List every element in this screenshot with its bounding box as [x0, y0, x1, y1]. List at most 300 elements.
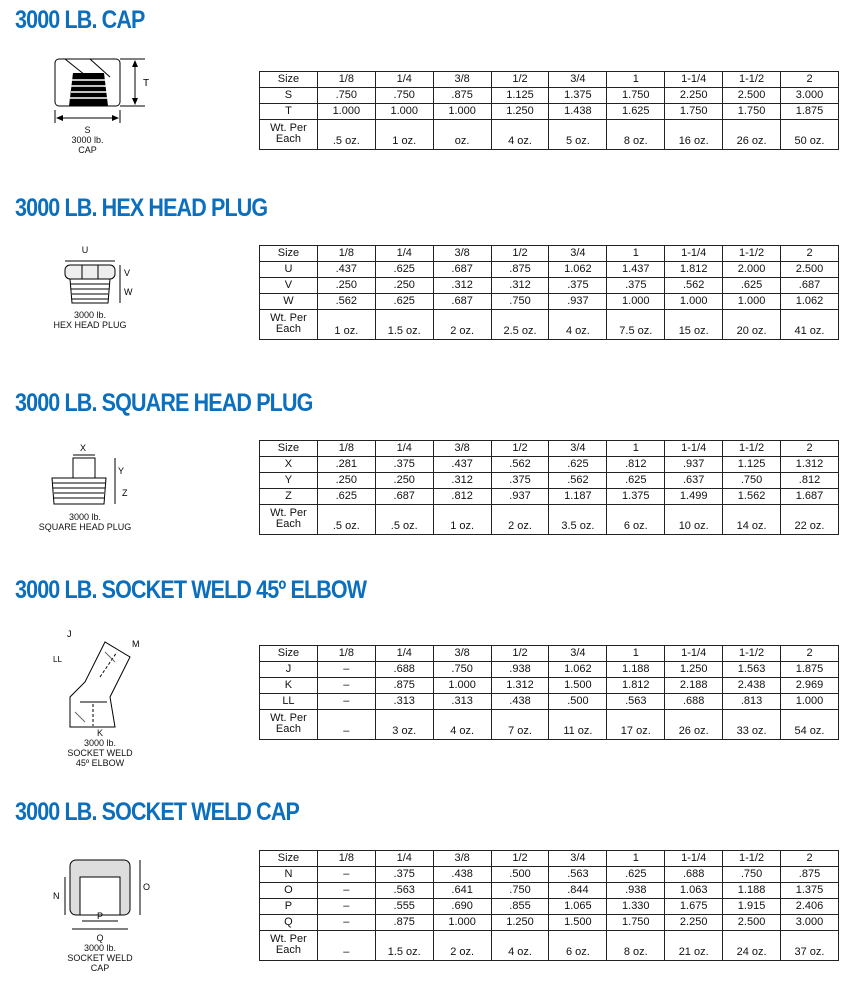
table-header-row [260, 246, 839, 262]
weight-label-line: Each [275, 723, 301, 735]
dimension-value-cell: 1.063 [665, 883, 723, 899]
size-header-cell: Size [260, 851, 318, 867]
dimension-value-cell: .750 [433, 662, 491, 678]
size-column-header: 1-1/2 [723, 646, 781, 662]
table-row [260, 662, 839, 678]
table-row [260, 883, 839, 899]
dimension-value-cell: 1.812 [607, 678, 665, 694]
dimension-label-j: J [67, 629, 72, 639]
size-column-header: 1/4 [375, 441, 433, 457]
table-row [260, 915, 839, 931]
dimension-value-cell: .687 [375, 489, 433, 505]
dimension-value-cell: 1.062 [549, 662, 607, 678]
dimension-value-cell: .375 [607, 278, 665, 294]
weight-value-cell: 8 oz. [607, 931, 665, 961]
weight-value-cell: oz. [433, 120, 491, 150]
dimension-value-cell: .937 [549, 294, 607, 310]
weight-value-cell: 17 oz. [607, 710, 665, 740]
dimension-value-cell: 2.250 [665, 915, 723, 931]
diagram-caption-line: 45º ELBOW [75, 758, 125, 768]
dimension-value-cell: .437 [317, 262, 375, 278]
diagram-caption-line: 3000 lb. [73, 310, 107, 320]
socket-cap-drawing-icon [45, 855, 155, 935]
dimension-row-label: J [260, 662, 318, 678]
table-row [260, 278, 839, 294]
dimension-value-cell: .625 [375, 262, 433, 278]
dimension-value-cell: 1.330 [607, 899, 665, 915]
weight-value-cell: 2.5 oz. [491, 310, 549, 340]
weight-value-cell: 1 oz. [433, 505, 491, 535]
dimension-value-cell: 1.875 [781, 662, 839, 678]
size-column-header: 1/8 [317, 246, 375, 262]
dimension-row-label: X [260, 457, 318, 473]
dimension-value-cell: .375 [549, 278, 607, 294]
weight-label-line: Wt. Per [270, 312, 307, 324]
dimension-value-cell: .555 [375, 899, 433, 915]
size-column-header: 2 [781, 851, 839, 867]
hex-plug-drawing-icon [40, 255, 140, 310]
dimension-value-cell: 1.563 [723, 662, 781, 678]
dimension-label-o: O [143, 882, 151, 892]
dimension-value-cell: 1.438 [549, 104, 607, 120]
dimension-label-t: T [143, 78, 150, 89]
dimension-value-cell: 1.625 [607, 104, 665, 120]
dimension-value-cell: .563 [607, 694, 665, 710]
table-row [260, 262, 839, 278]
table-row [260, 867, 839, 883]
dimension-value-cell: .812 [607, 457, 665, 473]
dimension-value-cell: .625 [375, 294, 433, 310]
size-column-header: 1 [607, 646, 665, 662]
dimension-value-cell: .875 [375, 915, 433, 931]
dimension-value-cell: .312 [433, 278, 491, 294]
weight-row-label [260, 310, 318, 340]
dimension-value-cell: 1.375 [607, 489, 665, 505]
dimension-value-cell: .281 [317, 457, 375, 473]
weight-row-label [260, 120, 318, 150]
dimension-value-cell: .625 [723, 278, 781, 294]
cap-diagram [45, 55, 155, 155]
size-column-header: 2 [781, 246, 839, 262]
diagram-caption-line: SQUARE HEAD PLUG [38, 522, 132, 532]
table-row [260, 694, 839, 710]
size-column-header: 3/8 [433, 646, 491, 662]
weight-value-cell: 15 oz. [665, 310, 723, 340]
dimension-label-v: V [124, 268, 131, 278]
weight-value-cell: 16 oz. [665, 120, 723, 150]
dimension-row-label: Q [260, 915, 318, 931]
weight-value-cell: 54 oz. [781, 710, 839, 740]
dimension-value-cell: .375 [375, 457, 433, 473]
weight-value-cell: 20 oz. [723, 310, 781, 340]
table-row [260, 678, 839, 694]
dimension-value-cell: .812 [433, 489, 491, 505]
socket-weld-cap-diagram [45, 855, 155, 973]
dimension-value-cell: 1.000 [433, 678, 491, 694]
weight-row [260, 310, 839, 340]
dimension-label-w: W [124, 287, 133, 297]
dimension-value-cell: .937 [665, 457, 723, 473]
dimension-value-cell: .687 [433, 262, 491, 278]
size-column-header: 1/2 [491, 441, 549, 457]
dimension-value-cell: .437 [433, 457, 491, 473]
dimension-value-cell: 1.437 [607, 262, 665, 278]
dimension-value-cell: 1.125 [723, 457, 781, 473]
weight-value-cell: 4 oz. [433, 710, 491, 740]
size-column-header: 2 [781, 441, 839, 457]
size-column-header: 2 [781, 72, 839, 88]
dimension-value-cell: 2.500 [723, 915, 781, 931]
size-column-header: 3/4 [549, 851, 607, 867]
size-column-header: 1-1/2 [723, 246, 781, 262]
weight-label-line: Wt. Per [270, 712, 307, 724]
dimension-value-cell: .250 [317, 473, 375, 489]
dimension-label-y: Y [118, 466, 125, 476]
weight-value-cell: 14 oz. [723, 505, 781, 535]
dimension-value-cell: 1.187 [549, 489, 607, 505]
size-column-header: 1/4 [375, 851, 433, 867]
dimension-value-cell: .625 [317, 489, 375, 505]
size-column-header: 1-1/4 [665, 646, 723, 662]
dimension-row-label: T [260, 104, 318, 120]
dimension-value-cell: 2.438 [723, 678, 781, 694]
size-column-header: 3/4 [549, 72, 607, 88]
weight-value-cell: 33 oz. [723, 710, 781, 740]
dimension-value-cell: .688 [375, 662, 433, 678]
dimension-label-q: Q [96, 933, 104, 943]
weight-value-cell: 1.5 oz. [375, 310, 433, 340]
dimension-value-cell: .637 [665, 473, 723, 489]
weight-value-cell: 7.5 oz. [607, 310, 665, 340]
weight-row [260, 505, 839, 535]
weight-value-cell: 4 oz. [491, 931, 549, 961]
dimension-value-cell: 2.406 [781, 899, 839, 915]
diagram-caption-line: SOCKET WELD [67, 953, 133, 963]
dimension-value-cell: 3.000 [781, 88, 839, 104]
dimension-value-cell: .312 [491, 278, 549, 294]
weight-value-cell: 37 oz. [781, 931, 839, 961]
diagram-caption-line: HEX HEAD PLUG [53, 320, 127, 330]
size-column-header: 1/4 [375, 646, 433, 662]
table-header-row [260, 441, 839, 457]
size-column-header: 1/8 [317, 441, 375, 457]
dimension-value-cell: 1.000 [317, 104, 375, 120]
weight-value-cell: 26 oz. [665, 710, 723, 740]
dimension-value-cell: .938 [607, 883, 665, 899]
size-column-header: 1/4 [375, 246, 433, 262]
dimension-value-cell: 1.675 [665, 899, 723, 915]
dimension-value-cell: .855 [491, 899, 549, 915]
dimension-value-cell: 1.375 [549, 88, 607, 104]
hex-head-plug-diagram [40, 245, 140, 330]
table-row [260, 457, 839, 473]
cap-spec-table [259, 71, 839, 150]
weight-value-cell: – [317, 710, 375, 740]
dimension-value-cell: 2.500 [781, 262, 839, 278]
size-column-header: 1-1/2 [723, 441, 781, 457]
weight-value-cell: 1 oz. [375, 120, 433, 150]
size-column-header: 3/8 [433, 72, 491, 88]
dimension-value-cell: .375 [375, 867, 433, 883]
dimension-value-cell: 2.188 [665, 678, 723, 694]
diagram-caption-line: CAP [90, 963, 110, 973]
weight-row-label [260, 710, 318, 740]
diagram-caption-line: SOCKET WELD [67, 748, 133, 758]
dimension-value-cell: 1.000 [665, 294, 723, 310]
dimension-value-cell: 1.000 [433, 104, 491, 120]
diagram-caption-line: 3000 lb. [83, 738, 117, 748]
dimension-value-cell: .562 [549, 473, 607, 489]
section-title-hex-head-plug: 3000 LB. HEX HEAD PLUG [15, 194, 268, 222]
dimension-value-cell: .250 [375, 473, 433, 489]
dimension-value-cell: .625 [607, 867, 665, 883]
dimension-value-cell: – [317, 867, 375, 883]
hex-head-plug-spec-table [259, 245, 839, 340]
size-column-header: 3/8 [433, 246, 491, 262]
dimension-value-cell: – [317, 694, 375, 710]
dimension-value-cell: 1.499 [665, 489, 723, 505]
dimension-label-u: U [81, 245, 89, 255]
weight-value-cell: 6 oz. [607, 505, 665, 535]
dimension-value-cell: .687 [781, 278, 839, 294]
size-column-header: 1-1/4 [665, 72, 723, 88]
weight-row-label [260, 931, 318, 961]
weight-value-cell: 3.5 oz. [549, 505, 607, 535]
square-head-plug-spec-table [259, 440, 839, 535]
dimension-row-label: V [260, 278, 318, 294]
dimension-value-cell: .562 [317, 294, 375, 310]
size-column-header: 1 [607, 246, 665, 262]
dimension-value-cell: .563 [549, 867, 607, 883]
size-header-cell: Size [260, 72, 318, 88]
dimension-value-cell: 1.062 [781, 294, 839, 310]
dimension-label-m: M [132, 639, 140, 649]
table-row [260, 88, 839, 104]
dimension-value-cell: .875 [375, 678, 433, 694]
dimension-label-z: Z [122, 488, 128, 498]
dimension-value-cell: .750 [317, 88, 375, 104]
size-header-cell: Size [260, 646, 318, 662]
size-column-header: 3/4 [549, 646, 607, 662]
dimension-value-cell: .688 [665, 694, 723, 710]
size-column-header: 1 [607, 72, 665, 88]
weight-value-cell: 21 oz. [665, 931, 723, 961]
dimension-value-cell: .812 [781, 473, 839, 489]
dimension-label-p: P [97, 911, 104, 921]
dimension-value-cell: .562 [491, 457, 549, 473]
weight-label-line: Wt. Per [270, 507, 307, 519]
dimension-value-cell: .563 [375, 883, 433, 899]
size-column-header: 3/4 [549, 246, 607, 262]
dimension-value-cell: 1.812 [665, 262, 723, 278]
weight-value-cell: 50 oz. [781, 120, 839, 150]
dimension-value-cell: .375 [491, 473, 549, 489]
size-column-header: 1 [607, 441, 665, 457]
table-header-row [260, 851, 839, 867]
dimension-value-cell: 1.687 [781, 489, 839, 505]
dimension-value-cell: .312 [433, 473, 491, 489]
weight-value-cell: .5 oz. [317, 505, 375, 535]
weight-value-cell: 24 oz. [723, 931, 781, 961]
dimension-label-k: K [96, 728, 103, 738]
cap-drawing-icon [45, 55, 155, 125]
dimension-row-label: S [260, 88, 318, 104]
dimension-value-cell: .562 [665, 278, 723, 294]
dimension-value-cell: .687 [433, 294, 491, 310]
size-column-header: 3/8 [433, 851, 491, 867]
dimension-value-cell: .500 [491, 867, 549, 883]
dimension-value-cell: 1.000 [433, 915, 491, 931]
square-head-plug-diagram [30, 442, 140, 532]
weight-value-cell: .5 oz. [375, 505, 433, 535]
weight-row [260, 120, 839, 150]
weight-row [260, 710, 839, 740]
table-header-row [260, 72, 839, 88]
weight-value-cell: 8 oz. [607, 120, 665, 150]
dimension-value-cell: 2.969 [781, 678, 839, 694]
dimension-value-cell: – [317, 662, 375, 678]
weight-value-cell: 11 oz. [549, 710, 607, 740]
dimension-value-cell: 1.750 [665, 104, 723, 120]
dimension-value-cell: 1.125 [491, 88, 549, 104]
size-column-header: 1/8 [317, 646, 375, 662]
section-title-socket-weld-45-elbow: 3000 LB. SOCKET WELD 45º ELBOW [15, 576, 367, 604]
weight-label-line: Wt. Per [270, 122, 307, 134]
dimension-value-cell: 1.562 [723, 489, 781, 505]
weight-value-cell: 22 oz. [781, 505, 839, 535]
weight-value-cell: 7 oz. [491, 710, 549, 740]
dimension-value-cell: .750 [491, 883, 549, 899]
size-column-header: 3/8 [433, 441, 491, 457]
diagram-caption-line: 3000 lb. [71, 135, 104, 145]
dimension-row-label: Y [260, 473, 318, 489]
dimension-value-cell: 1.500 [549, 915, 607, 931]
table-row [260, 104, 839, 120]
size-column-header: 1/4 [375, 72, 433, 88]
dimension-value-cell: 1.065 [549, 899, 607, 915]
weight-value-cell: 4 oz. [491, 120, 549, 150]
size-column-header: 1/2 [491, 72, 549, 88]
size-column-header: 1 [607, 851, 665, 867]
weight-label-line: Wt. Per [270, 933, 307, 945]
socket-weld-elbow-spec-table [259, 645, 839, 740]
dimension-value-cell: 1.000 [723, 294, 781, 310]
dimension-row-label: P [260, 899, 318, 915]
dimension-value-cell: .750 [723, 867, 781, 883]
weight-value-cell: 5 oz. [549, 120, 607, 150]
weight-value-cell: .5 oz. [317, 120, 375, 150]
dimension-value-cell: 1.188 [723, 883, 781, 899]
dimension-row-label: N [260, 867, 318, 883]
dimension-value-cell: 1.875 [781, 104, 839, 120]
socket-weld-cap-spec-table [259, 850, 839, 961]
dimension-value-cell: 3.000 [781, 915, 839, 931]
dimension-value-cell: 1.250 [491, 104, 549, 120]
weight-value-cell: 6 oz. [549, 931, 607, 961]
elbow-drawing-icon [45, 622, 155, 732]
weight-label-line: Each [275, 518, 301, 530]
table-row [260, 899, 839, 915]
dimension-value-cell: 1.375 [781, 883, 839, 899]
dimension-row-label: O [260, 883, 318, 899]
diagram-caption-line: 3000 lb. [68, 512, 102, 522]
size-column-header: 1/8 [317, 72, 375, 88]
dimension-value-cell: 1.250 [491, 915, 549, 931]
dimension-value-cell: 2.500 [723, 88, 781, 104]
weight-value-cell: 10 oz. [665, 505, 723, 535]
table-row [260, 294, 839, 310]
dimension-value-cell: 1.188 [607, 662, 665, 678]
square-plug-drawing-icon [30, 442, 140, 512]
dimension-value-cell: .438 [491, 694, 549, 710]
size-column-header: 1-1/2 [723, 72, 781, 88]
dimension-value-cell: .750 [723, 473, 781, 489]
section-title-cap: 3000 LB. CAP [15, 6, 145, 34]
dimension-value-cell: .844 [549, 883, 607, 899]
diagram-caption-line: CAP [78, 145, 97, 155]
size-column-header: 1-1/4 [665, 246, 723, 262]
dimension-value-cell: .313 [433, 694, 491, 710]
size-column-header: 1-1/4 [665, 851, 723, 867]
dimension-value-cell: .500 [549, 694, 607, 710]
weight-value-cell: 3 oz. [375, 710, 433, 740]
dimension-value-cell: .688 [665, 867, 723, 883]
dimension-value-cell: .625 [607, 473, 665, 489]
dimension-value-cell: – [317, 883, 375, 899]
section-title-square-head-plug: 3000 LB. SQUARE HEAD PLUG [15, 389, 313, 417]
dimension-value-cell: 1.915 [723, 899, 781, 915]
weight-label-line: Each [275, 944, 301, 956]
dimension-value-cell: .875 [781, 867, 839, 883]
dimension-row-label: Z [260, 489, 318, 505]
table-row [260, 489, 839, 505]
dimension-value-cell: 1.750 [607, 88, 665, 104]
dimension-value-cell: – [317, 899, 375, 915]
weight-value-cell: 2 oz. [491, 505, 549, 535]
dimension-value-cell: 2.000 [723, 262, 781, 278]
dimension-value-cell: .250 [375, 278, 433, 294]
dimension-value-cell: .313 [375, 694, 433, 710]
dimension-value-cell: .750 [375, 88, 433, 104]
weight-value-cell: 4 oz. [549, 310, 607, 340]
dimension-value-cell: 1.312 [781, 457, 839, 473]
weight-value-cell: – [317, 931, 375, 961]
dimension-value-cell: 1.000 [781, 694, 839, 710]
dimension-value-cell: – [317, 915, 375, 931]
dimension-label-s: S [84, 125, 91, 135]
weight-value-cell: 1.5 oz. [375, 931, 433, 961]
size-column-header: 1/2 [491, 246, 549, 262]
dimension-value-cell: .250 [317, 278, 375, 294]
dimension-label-ll: LL [53, 655, 62, 664]
dimension-value-cell: .813 [723, 694, 781, 710]
dimension-value-cell: .938 [491, 662, 549, 678]
weight-value-cell: 1 oz. [317, 310, 375, 340]
dimension-value-cell: 2.250 [665, 88, 723, 104]
section-title-socket-weld-cap: 3000 LB. SOCKET WELD CAP [15, 798, 300, 826]
dimension-value-cell: .641 [433, 883, 491, 899]
weight-value-cell: 2 oz. [433, 310, 491, 340]
size-header-cell: Size [260, 246, 318, 262]
table-header-row [260, 646, 839, 662]
diagram-caption-line: 3000 lb. [83, 943, 117, 953]
dimension-value-cell: 1.062 [549, 262, 607, 278]
dimension-value-cell: .690 [433, 899, 491, 915]
size-column-header: 1/8 [317, 851, 375, 867]
weight-value-cell: 41 oz. [781, 310, 839, 340]
dimension-value-cell: .937 [491, 489, 549, 505]
dimension-value-cell: 1.000 [607, 294, 665, 310]
